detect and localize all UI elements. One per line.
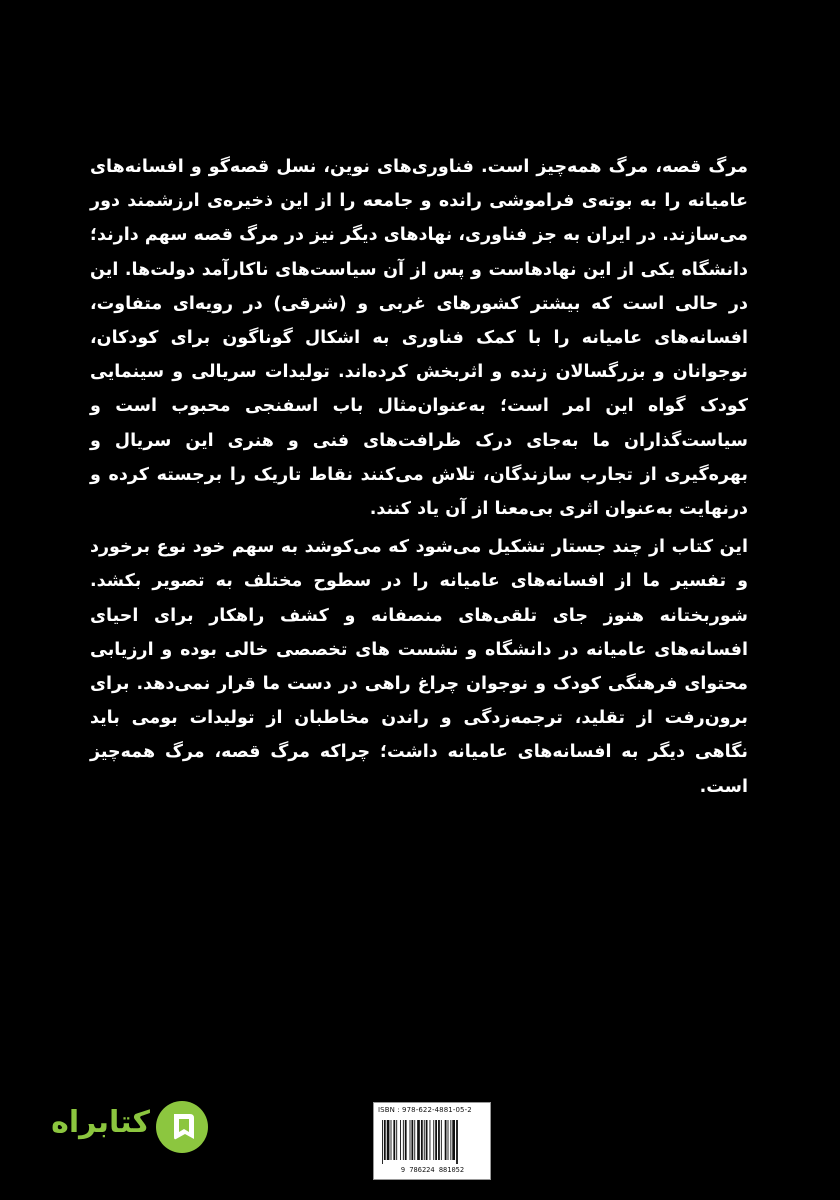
blurb-text <box>90 150 748 804</box>
blurb-paragraph-2: این کتاب از چند جستار تشکیل می‌شود که می‌کوشد به سهم خود نوع برخورد و تفسیر ما از افسانه‌های عامیانه را در سطوح مختلف به تصویر بکشد. شوربختانه هنوز جای تلقی‌های منصفانه و کشف راهکار برای احیای افسانه‌های عامیانه در دانشگاه و نشست های تخصصی خالی بوده و ارزیابی محتوای فرهنگی کودک و نوجوان چراغ راهی در دست ما قرار نمی‌دهد. برای برون‌رفت از تقلید، ترجمه‌زدگی و راندن مخاطبان از تولیدات بومی باید نگاهی دیگر به افسانه‌های عامیانه داشت؛ چراکه مرگ قصه، مرگ همه‌چیز است. <box>90 537 748 797</box>
barcode-digits: 9 786224 881052 <box>400 1166 465 1174</box>
isbn-label: ISBN : 978-622-4881-05-2 <box>378 1106 472 1114</box>
publisher-name: کتابراه <box>51 1105 150 1140</box>
ketabrah-logo-icon <box>154 1099 210 1155</box>
barcode-sticker <box>373 1102 491 1180</box>
publisher-logo <box>40 1097 220 1157</box>
barcode <box>380 1120 484 1164</box>
blurb-paragraph-1: مرگ قصه، مرگ همه‌چیز است. فناوری‌های نوین، نسل قصه‌گو و افسانه‌های عامیانه را به بوته‌ی فراموشی رانده و جامعه را از این ذخیره‌ی ارزشمند دور می‌سازند. در ایران به جز فناوری، نهادهای دیگر نیز در مرگ قصه سهم دارند؛ دانشگاه یکی از این نهادهاست و پس از آن سیاست‌های ناکارآمد دولت‌ها. این در حالی است که بیشتر کشورهای غربی و (شرقی) در رویه‌ای متفاوت، افسانه‌های عامیانه را با کمک فناوری به اشکال گوناگون برای کودکان، نوجوانان و بزرگسالان زنده و اثربخش کرده‌اند. تولیدات سریالی و سینمایی کودک گواه این امر است؛ به‌عنوان‌مثال باب اسفنجی محبوب است و سیاست‌گذاران ما به‌جای درک ظرافت‌های فنی و هنری این سریال و بهره‌گیری از تجارب سازندگان، تلاش می‌کنند نقاط تاریک را برجسته کرده و درنهایت به‌عنوان اثری بی‌معنا از آن یاد کنند. <box>90 157 748 520</box>
